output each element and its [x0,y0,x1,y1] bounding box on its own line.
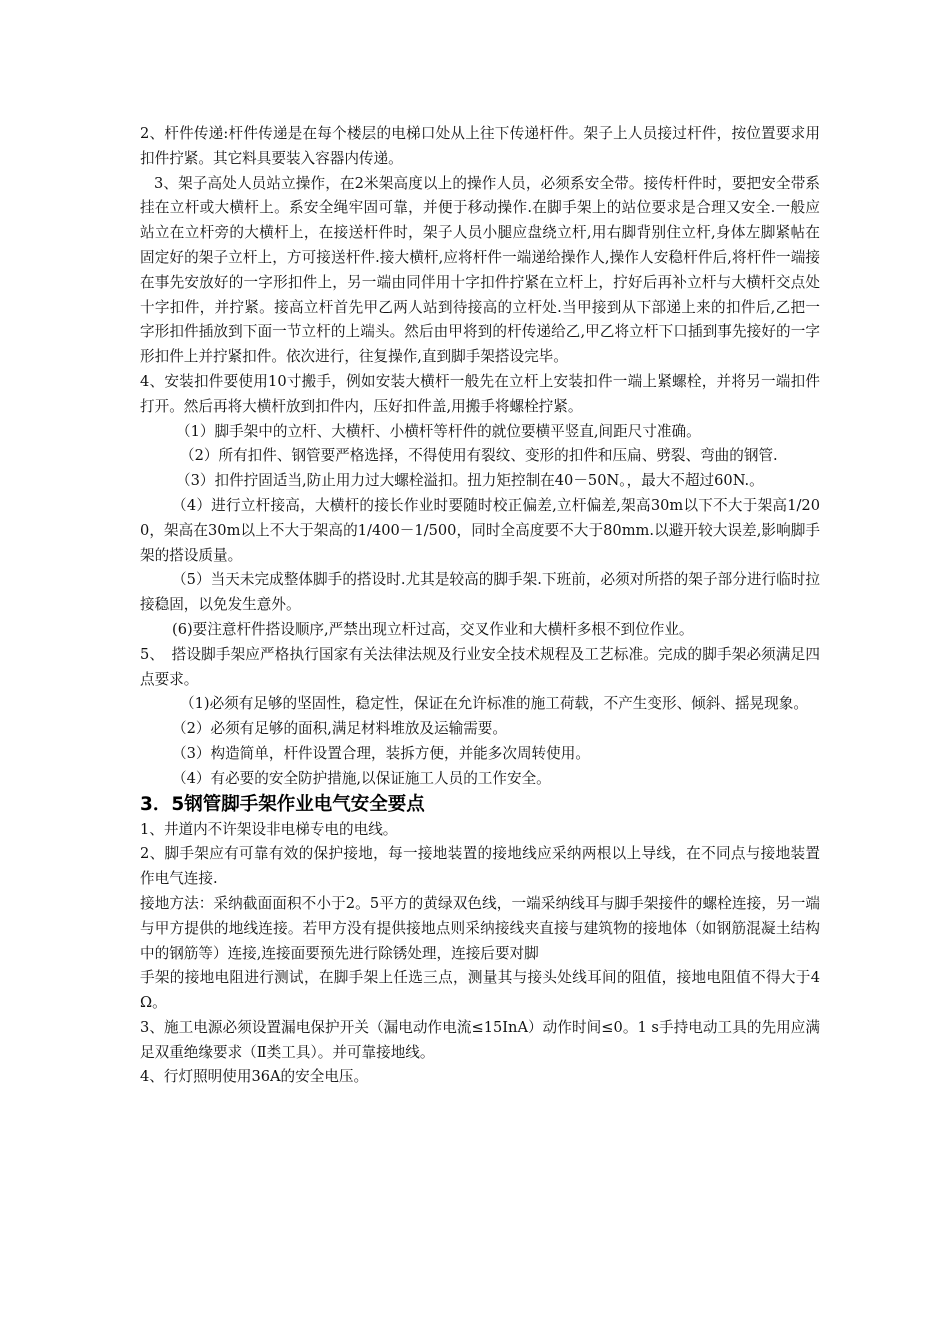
grounding-method: 接地方法：采纳截面面积不小于2。5平方的黄绿双色线，一端采纳线耳与脚手架接件的螺栓连接，另一端与甲方提供的地线连接。若甲方没有提供接地点则采纳接线夹直接与建筑物的接地体（如钢筋混凝土结构中的钢筋等）连接,连接面要预先进行除锈处理，连接后要对脚 [140,894,820,962]
sub-item-3: （3）扣件拧固适当,防止用力过大螺栓溢扣。扭力矩控制在40－50N。，最大不超过60N.。 [176,472,764,490]
paragraph-item-2: 2、杆件传递:杆件传递是在每个楼层的电梯口处从上往下传递杆件。架子上人员接过杆件，按位置要求用扣件拧紧。其它料具要装入容器内传递。 [140,125,820,167]
section-heading: 3．5钢管脚手架作业电气安全要点 [140,793,425,815]
requirement-1: （1)必须有足够的坚固性，稳定性，保证在允许标准的施工荷载，不产生变形、倾斜、摇晃现象。 [180,695,808,713]
sub-item-5: （5）当天未完成整体脚手的搭设时.尤其是较高的脚手架.下班前，必须对所搭的架子部分进行临时拉接稳固，以免发生意外。 [140,571,820,614]
electrical-item-2: 2、脚手架应有可靠有效的保护接地，每一接地装置的接地线应采纳两根以上导线，在不同点与接地装置作电气连接. [140,845,820,888]
electrical-item-4: 4、行灯照明使用36A的安全电压。 [140,1068,369,1086]
grounding-test: 手架的接地电阻进行测试，在脚手架上任选三点，测量其与接头处线耳间的阻值，接地电阻值不得大于4Ω。 [140,969,820,1012]
electrical-item-1: 1、井道内不许架设非电梯专电的电线。 [140,820,398,838]
paragraph-item-3: 3、架子高处人员站立操作，在2米架高度以上的操作人员，必须系安全带。接传杆件时，要把安全带系挂在立杆或大横杆上。系安全绳牢固可靠，并便于移动操作.在脚手架上的站位要求是合理又安全.一般应站立在立杆旁的大横杆上，在接送杆件时，架子人员小腿应盘绕立杆,用右脚背别住立杆,身体左脚紧帖在固定好的架子立杆上，方可接送杆件.接大横杆,应将杆件一端递给操作人,操作人安稳杆件后,将杆件一端接在事先安放好的一字形扣件上，另一端由同伴用十字扣件拧紧在立杆上，拧好后再补立杆与大横杆交点处十字扣件，并拧紧。接高立杆首先甲乙两人站到待接高的立杆处.当甲接到从下部递上来的扣件后,乙把一字形扣件插放到下面一节立杆的上端头。然后由甲将到的杆传递给乙,甲乙将立杆下口插到事先接好的一字形扣件上并拧紧扣件。依次进行，往复操作,直到脚手架搭设完毕。 [140,174,820,366]
paragraph-item-4: 4、安装扣件要使用10寸搬手，例如安装大横杆一般先在立杆上安装扣件一端上紧螺栓，并将另一端扣件打开。然后再将大横杆放到扣件内，压好扣件盖,用搬手将螺栓拧紧。 [140,372,820,415]
requirement-4: （4）有必要的安全防护措施,以保证施工人员的工作安全。 [172,769,551,787]
document-body [140,122,820,1090]
requirement-2: （2）必须有足够的面积,满足材料堆放及运输需要。 [172,720,507,738]
sub-item-2: （2）所有扣件、钢管要严格选择，不得使用有裂纹、变形的扣件和压扁、劈裂、弯曲的钢管. [180,447,778,465]
electrical-item-3: 3、施工电源必须设置漏电保护开关（漏电动作电流≤15InA）动作时间≤0。1 s手持电动工具的先用应满足双重绝缘要求（Ⅱ类工具）。并可靠接地线。 [140,1018,820,1061]
paragraph-item-5: 5、 搭设脚手架应严格执行国家有关法律法规及行业安全技术规程及工艺标准。完成的脚手架必须满足四点要求。 [140,645,820,688]
sub-item-6: (6)要注意杆件搭设顺序,严禁出现立杆过高，交叉作业和大横杆多根不到位作业。 [172,620,694,638]
sub-item-4: （4）进行立杆接高，大横杆的接长作业时要随时校正偏差,立杆偏差,架高30m以下不大于架高1/200，架高在30m以上不大于架高的1/400－1/500，同时全高度要不大于80mm.以避开较大误差,影响脚手架的搭设质量。 [140,496,820,564]
requirement-3: （3）构造简单，杆件设置合理，装拆方便，并能多次周转使用。 [172,744,590,762]
sub-item-1: （1）脚手架中的立杆、大横杆、小横杆等杆件的就位要横平竖直,间距尺寸准确。 [176,422,701,440]
